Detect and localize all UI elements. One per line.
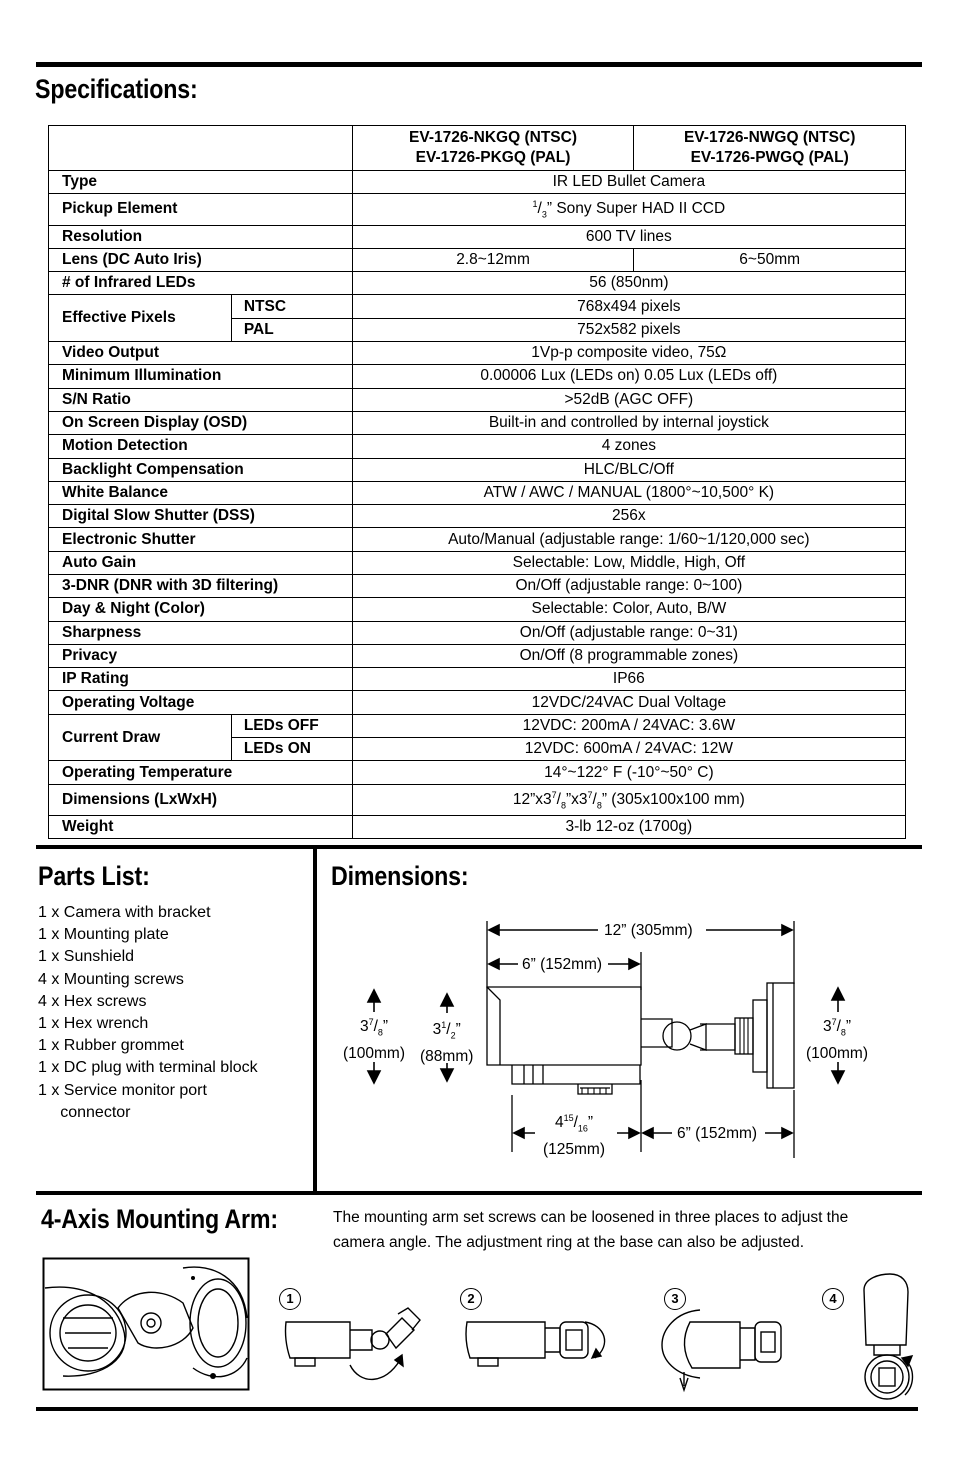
table-row: Motion Detection 4 zones [49,435,906,458]
table-row: Weight 3-lb 12-oz (1700g) [49,815,906,838]
table-row: Electronic Shutter Auto/Manual (adjustable range: 1/60~1/120,000 sec) [49,528,906,551]
list-item: 1 x DC plug with terminal block [38,1059,258,1077]
table-row: Privacy On/Off (8 programmable zones) [49,644,906,667]
table-row: Pickup Element $^1/_3$” Sony Super HAD II CCD [49,194,906,225]
table-row: Video Output 1Vp-p composite video, 75Ω [49,342,906,365]
step-number-4: 4 [822,1288,844,1310]
dimensions-title: Dimensions: [331,861,469,891]
specifications-table [48,125,906,839]
table-row: White Balance ATW / AWC / MANUAL (1800°~10,500° K) [49,481,906,504]
step-number-3: 3 [664,1288,686,1310]
section-rule-lower [36,1191,922,1195]
table-row: Lens (DC Auto Iris) 2.8~12mm 6~50mm [49,248,906,271]
section-rule-middle [36,845,922,849]
table-row: Dimensions (LxWxH) $12”x3^7/_8”x3^7/_8$” (305x100x100 mm) [49,784,906,815]
top-rule [36,62,922,67]
list-item: 4 x Mounting screws [38,970,184,988]
list-item: 1 x Rubber grommet [38,1037,184,1055]
list-item: 1 x Mounting plate [38,926,169,944]
dimension-height-inner: $3^1/_2$” (88mm) [420,1020,474,1066]
list-item: 4 x Hex screws [38,992,147,1010]
table-row: # of Infrared LEDs 56 (850nm) [49,272,906,295]
mounting-arm-photo [43,1258,249,1390]
table-row: Current Draw LEDs OFF 12VDC: 200mA / 24VAC: 3.6W [49,714,906,737]
table-row: Resolution 600 TV lines [49,225,906,248]
table-row: Effective Pixels NTSC 768x494 pixels [49,295,906,318]
list-item: 1 x Sunshield [38,948,135,966]
mounting-arm-title: 4-Axis Mounting Arm: [41,1204,278,1234]
step-number-2: 2 [460,1288,482,1310]
dimension-housing-length: 6” (152mm) [522,956,603,973]
table-row: Type IR LED Bullet Camera [49,171,906,194]
table-row: Auto Gain Selectable: Low, Middle, High, Off [49,551,906,574]
section-divider-vertical [313,848,317,1192]
table-row: Day & Night (Color) Selectable: Color, Auto, B/W [49,598,906,621]
table-row: S/N Ratio >52dB (AGC OFF) [49,388,906,411]
table-row: IP Rating IP66 [49,668,906,691]
table-row: LEDs ON 12VDC: 600mA / 24VAC: 12W [49,738,906,761]
dimension-overall-length: 12” (305mm) [604,922,693,939]
dimension-height-right: $3^7/_8$” (100mm) [806,1017,869,1063]
table-row: PAL 752x582 pixels [49,318,906,341]
table-row: 3-DNR (DNR with 3D filtering) On/Off (adjustable range: 0~100) [49,575,906,598]
table-row: Backlight Compensation HLC/BLC/Off [49,458,906,481]
list-item: 1 x Camera with bracket [38,904,211,921]
table-row: Operating Temperature 14°~122° F (-10°~50° C) [49,761,906,784]
parts-list-title: Parts List: [38,861,150,891]
mounting-arm-description: The mounting arm set screws can be loosened in three places to adjust the camera angle. The adjustment ring at the base can also be adjusted. [333,1209,849,1251]
table-row: On Screen Display (OSD) Built-in and controlled by internal joystick [49,411,906,434]
header-model-nkgq: EV-1726-NKGQ (NTSC) EV-1726-PKGQ (PAL) [352,126,634,171]
step-number-1: 1 [279,1288,301,1310]
list-item: 1 x Service monitor port [38,1081,207,1099]
specifications-title: Specifications: [35,74,198,104]
table-row: Minimum Illumination 0.00006 Lux (LEDs on) 0.05 Lux (LEDs off) [49,365,906,388]
table-row: Sharpness On/Off (adjustable range: 0~31) [49,621,906,644]
list-item: connector [38,1103,131,1121]
header-model-nwgq: EV-1726-NWGQ (NTSC) EV-1726-PWGQ (PAL) [634,126,906,171]
header-blank-cell [49,126,353,171]
parts-list [38,902,258,1124]
table-row: Operating Voltage 12VDC/24VAC Dual Voltage [49,691,906,714]
table-row: Digital Slow Shutter (DSS) 256x [49,505,906,528]
dimension-height-left: $3^7/_8$” (100mm) [343,1017,406,1063]
list-item: 1 x Hex wrench [38,1015,149,1033]
table-header-row [49,126,906,171]
dimension-bottom-length: $4^{15}/_{16}$” (125mm) [543,1113,606,1159]
dimension-bracket-length: 6” (152mm) [677,1125,758,1142]
bottom-rule [36,1407,918,1411]
